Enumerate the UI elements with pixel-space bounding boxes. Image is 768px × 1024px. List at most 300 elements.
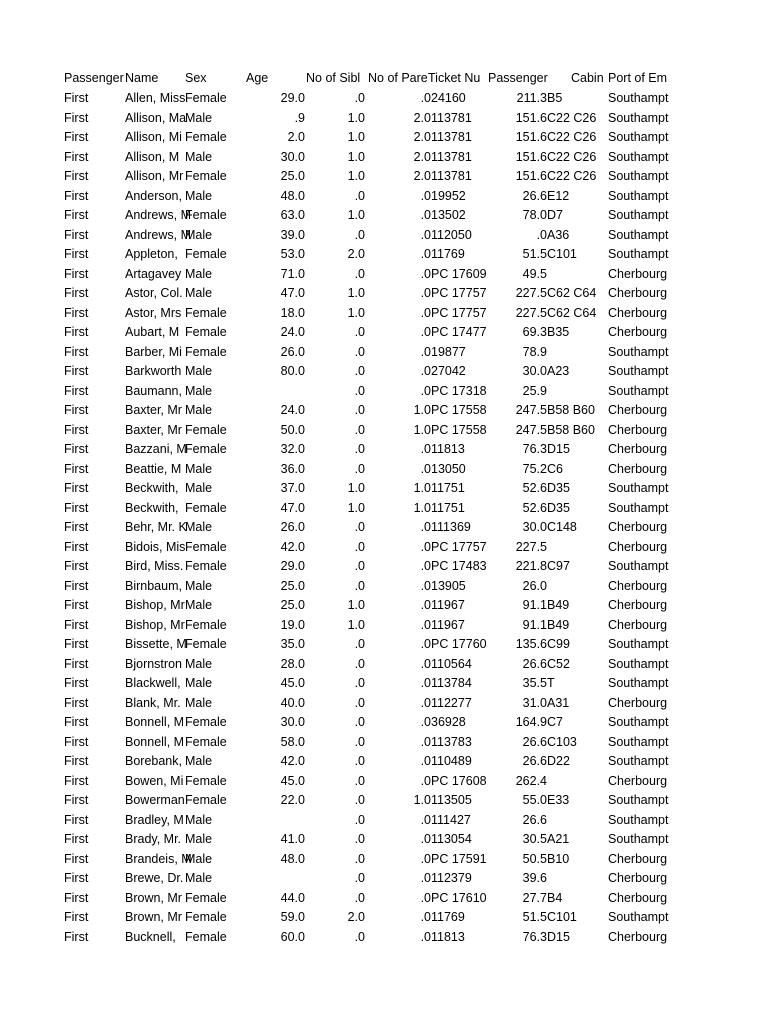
siblings-cell[interactable]: .0 bbox=[354, 461, 365, 476]
siblings-cell[interactable]: 1.0 bbox=[347, 500, 365, 515]
header-cabin[interactable]: Cabin bbox=[571, 71, 604, 85]
ticket-cell[interactable]: PC 17757 bbox=[431, 286, 487, 300]
parents-cell[interactable]: .0 bbox=[420, 559, 431, 573]
port-cell[interactable]: Southampt bbox=[608, 383, 669, 398]
header-sex[interactable]: Sex bbox=[185, 71, 207, 85]
ticket-cell[interactable]: 110564 bbox=[431, 656, 472, 671]
class-cell[interactable]: First bbox=[64, 656, 89, 671]
fare-cell[interactable]: 39.6 bbox=[522, 871, 547, 885]
class-cell[interactable]: First bbox=[64, 871, 89, 885]
cabin-cell[interactable] bbox=[547, 772, 603, 791]
port-cell[interactable]: Southampt bbox=[608, 715, 669, 729]
name-cell[interactable]: Bjornstron bbox=[125, 656, 182, 671]
fare-cell[interactable]: 25.9 bbox=[522, 383, 547, 398]
name-cell[interactable]: Bidois, Mis bbox=[125, 539, 186, 554]
siblings-cell[interactable]: 1.0 bbox=[347, 110, 365, 125]
class-cell[interactable]: First bbox=[64, 734, 89, 749]
header-siblings[interactable]: No of Sibl bbox=[306, 71, 361, 85]
parents-cell[interactable]: .0 bbox=[420, 325, 431, 339]
class-cell[interactable]: First bbox=[64, 305, 89, 320]
name-cell[interactable]: Bucknell, bbox=[125, 929, 176, 944]
age-cell[interactable]: 29.0 bbox=[280, 559, 305, 573]
sex-cell[interactable]: Female bbox=[185, 500, 227, 515]
parents-cell[interactable]: 1.0 bbox=[413, 793, 431, 807]
port-cell[interactable]: Southampt bbox=[608, 344, 669, 359]
port-cell[interactable]: Southampt bbox=[608, 500, 669, 515]
parents-cell[interactable]: .0 bbox=[420, 383, 431, 398]
fare-cell[interactable]: 26.6 bbox=[522, 734, 547, 749]
cabin-cell[interactable]: C22 C26 bbox=[547, 169, 597, 183]
name-cell[interactable]: Appleton, bbox=[125, 247, 178, 261]
name-cell[interactable]: Bazzani, M bbox=[125, 442, 187, 456]
class-cell[interactable]: First bbox=[64, 149, 89, 164]
port-cell[interactable]: Cherbourg bbox=[608, 695, 668, 710]
siblings-cell[interactable]: .0 bbox=[354, 539, 365, 554]
siblings-cell[interactable]: .0 bbox=[354, 325, 365, 339]
ticket-cell[interactable]: PC 17757 bbox=[431, 539, 487, 554]
parents-cell[interactable]: .0 bbox=[420, 734, 431, 749]
ticket-cell[interactable]: 113505 bbox=[431, 793, 472, 807]
parents-cell[interactable]: .0 bbox=[420, 676, 431, 690]
ticket-cell[interactable]: 113781 bbox=[431, 149, 472, 164]
name-cell[interactable]: Allison, Ma bbox=[125, 110, 187, 125]
fare-cell[interactable]: 211.3 bbox=[516, 91, 547, 105]
name-cell[interactable]: Aubart, M bbox=[125, 325, 180, 339]
age-cell[interactable]: 22.0 bbox=[280, 793, 305, 807]
class-cell[interactable]: First bbox=[64, 812, 89, 827]
age-cell[interactable]: 25.0 bbox=[280, 598, 305, 612]
parents-cell[interactable]: .0 bbox=[420, 773, 431, 788]
name-cell[interactable]: Birnbaum, bbox=[125, 578, 182, 593]
siblings-cell[interactable]: 1.0 bbox=[347, 149, 365, 164]
fare-cell[interactable]: 31.0 bbox=[522, 695, 547, 710]
port-cell[interactable]: Southampt bbox=[608, 910, 669, 924]
cabin-cell[interactable]: C62 C64 bbox=[547, 305, 597, 320]
name-cell[interactable]: Bonnell, M bbox=[125, 715, 185, 729]
fare-cell[interactable]: 51.5 bbox=[522, 910, 547, 924]
ticket-cell[interactable]: PC 17608 bbox=[431, 773, 487, 788]
fare-cell[interactable]: 151.6 bbox=[515, 130, 547, 144]
class-cell[interactable]: First bbox=[64, 227, 89, 242]
port-cell[interactable]: Cherbourg bbox=[608, 890, 668, 905]
sex-cell[interactable]: Male bbox=[185, 598, 213, 612]
fare-cell[interactable]: 78.9 bbox=[522, 344, 547, 359]
ticket-cell[interactable]: 11967 bbox=[431, 598, 465, 612]
siblings-cell[interactable]: .0 bbox=[354, 656, 365, 671]
fare-cell[interactable]: .0 bbox=[536, 227, 547, 242]
parents-cell[interactable]: .0 bbox=[420, 598, 431, 612]
class-cell[interactable]: First bbox=[64, 929, 89, 944]
siblings-cell[interactable]: .0 bbox=[354, 890, 365, 905]
port-cell[interactable]: Southampt bbox=[608, 208, 669, 222]
sex-cell[interactable]: Female bbox=[185, 715, 227, 729]
cabin-cell[interactable]: B35 bbox=[547, 325, 570, 339]
sex-cell[interactable]: Male bbox=[185, 403, 213, 417]
siblings-cell[interactable]: .0 bbox=[354, 364, 365, 378]
cabin-cell[interactable]: D22 bbox=[547, 754, 570, 768]
class-cell[interactable]: First bbox=[64, 208, 89, 222]
cabin-cell[interactable]: B10 bbox=[547, 851, 570, 866]
siblings-cell[interactable]: .0 bbox=[354, 773, 365, 788]
sex-cell[interactable]: Male bbox=[185, 812, 213, 827]
age-cell[interactable]: 18.0 bbox=[280, 305, 305, 320]
name-cell[interactable]: Allen, Miss bbox=[125, 91, 186, 105]
ticket-cell[interactable]: PC 17558 bbox=[431, 422, 487, 437]
age-cell[interactable]: 2.0 bbox=[287, 130, 305, 144]
sex-cell[interactable]: Male bbox=[185, 832, 213, 846]
parents-cell[interactable]: 1.0 bbox=[413, 422, 431, 437]
ticket-cell[interactable]: 11813 bbox=[431, 442, 465, 456]
cabin-cell[interactable]: B49 bbox=[547, 617, 570, 632]
siblings-cell[interactable]: .0 bbox=[354, 188, 365, 203]
ticket-cell[interactable]: 13502 bbox=[431, 208, 466, 222]
cabin-cell[interactable]: A31 bbox=[547, 695, 570, 710]
class-cell[interactable]: First bbox=[64, 695, 89, 710]
age-cell[interactable]: 48.0 bbox=[280, 851, 305, 866]
cabin-cell[interactable]: D35 bbox=[547, 481, 570, 495]
fare-cell[interactable]: 27.7 bbox=[522, 890, 547, 905]
name-cell[interactable]: Bowen, Mi bbox=[125, 773, 184, 788]
siblings-cell[interactable]: 1.0 bbox=[347, 598, 365, 612]
name-cell[interactable]: Bishop, Mr bbox=[125, 598, 185, 612]
siblings-cell[interactable]: .0 bbox=[354, 442, 365, 456]
cabin-cell[interactable] bbox=[547, 577, 603, 596]
port-cell[interactable]: Southampt bbox=[608, 91, 669, 105]
ticket-cell[interactable]: 11769 bbox=[431, 247, 465, 261]
port-cell[interactable]: Cherbourg bbox=[608, 578, 668, 593]
parents-cell[interactable]: .0 bbox=[420, 637, 431, 651]
cabin-cell[interactable]: E12 bbox=[547, 188, 570, 203]
class-cell[interactable]: First bbox=[64, 578, 89, 593]
sex-cell[interactable]: Female bbox=[185, 442, 227, 456]
header-class[interactable]: Passenger bbox=[64, 71, 124, 85]
parents-cell[interactable]: .0 bbox=[420, 461, 431, 476]
parents-cell[interactable]: .0 bbox=[420, 695, 431, 710]
age-cell[interactable]: 45.0 bbox=[280, 773, 305, 788]
age-cell[interactable]: 25.0 bbox=[280, 578, 305, 593]
class-cell[interactable]: First bbox=[64, 403, 89, 417]
cabin-cell[interactable] bbox=[547, 869, 603, 888]
fare-cell[interactable]: 76.3 bbox=[522, 442, 547, 456]
age-cell[interactable]: 29.0 bbox=[280, 91, 305, 105]
cabin-cell[interactable]: C6 bbox=[547, 461, 563, 476]
fare-cell[interactable]: 151.6 bbox=[515, 169, 547, 183]
class-cell[interactable]: First bbox=[64, 617, 89, 632]
cabin-cell[interactable]: C148 bbox=[547, 520, 577, 534]
port-cell[interactable]: Southampt bbox=[608, 364, 669, 378]
class-cell[interactable]: First bbox=[64, 754, 89, 768]
parents-cell[interactable]: .0 bbox=[420, 208, 431, 222]
port-cell[interactable]: Southampt bbox=[608, 734, 669, 749]
fare-cell[interactable]: 26.6 bbox=[522, 812, 547, 827]
port-cell[interactable]: Southampt bbox=[608, 149, 669, 164]
ticket-cell[interactable]: 19877 bbox=[431, 344, 466, 359]
cabin-cell[interactable] bbox=[547, 343, 603, 362]
siblings-cell[interactable]: .0 bbox=[354, 422, 365, 437]
port-cell[interactable]: Southampt bbox=[608, 812, 669, 827]
parents-cell[interactable]: 2.0 bbox=[413, 169, 431, 183]
fare-cell[interactable]: 91.1 bbox=[522, 598, 547, 612]
cabin-cell[interactable]: B58 B60 bbox=[547, 403, 595, 417]
age-cell[interactable]: 45.0 bbox=[280, 676, 305, 690]
age-cell[interactable]: 30.0 bbox=[280, 149, 305, 164]
fare-cell[interactable]: 51.5 bbox=[522, 247, 547, 261]
port-cell[interactable]: Southampt bbox=[608, 559, 669, 573]
port-cell[interactable]: Southampt bbox=[608, 481, 669, 495]
parents-cell[interactable]: .0 bbox=[420, 188, 431, 203]
port-cell[interactable]: Cherbourg bbox=[608, 422, 668, 437]
port-cell[interactable]: Southampt bbox=[608, 227, 669, 242]
name-cell[interactable]: Anderson, bbox=[125, 188, 182, 203]
fare-cell[interactable]: 30.5 bbox=[522, 832, 547, 846]
sex-cell[interactable]: Female bbox=[185, 130, 227, 144]
fare-cell[interactable]: 227.5 bbox=[515, 305, 547, 320]
siblings-cell[interactable]: .0 bbox=[354, 520, 365, 534]
sex-cell[interactable]: Male bbox=[185, 110, 213, 125]
sex-cell[interactable]: Male bbox=[185, 871, 213, 885]
sex-cell[interactable]: Female bbox=[185, 208, 227, 222]
sex-cell[interactable]: Female bbox=[185, 91, 227, 105]
sex-cell[interactable]: Female bbox=[185, 929, 227, 944]
siblings-cell[interactable]: .0 bbox=[354, 676, 365, 690]
siblings-cell[interactable]: .0 bbox=[354, 851, 365, 866]
fare-cell[interactable]: 35.5 bbox=[522, 676, 547, 690]
ticket-cell[interactable]: PC 17318 bbox=[431, 383, 487, 398]
class-cell[interactable]: First bbox=[64, 773, 89, 788]
class-cell[interactable]: First bbox=[64, 169, 89, 183]
fare-cell[interactable]: 26.6 bbox=[522, 656, 547, 671]
age-cell[interactable]: 36.0 bbox=[280, 461, 305, 476]
ticket-cell[interactable]: PC 17610 bbox=[431, 890, 487, 905]
name-cell[interactable]: Blank, Mr. bbox=[125, 695, 181, 710]
port-cell[interactable]: Cherbourg bbox=[608, 598, 668, 612]
siblings-cell[interactable]: .0 bbox=[354, 812, 365, 827]
class-cell[interactable]: First bbox=[64, 539, 89, 554]
cabin-cell[interactable]: C22 C26 bbox=[547, 149, 597, 164]
header-fare[interactable]: Passenger bbox=[488, 71, 548, 85]
class-cell[interactable]: First bbox=[64, 247, 89, 261]
header-port[interactable]: Port of Em bbox=[608, 71, 668, 85]
parents-cell[interactable]: .0 bbox=[420, 910, 431, 924]
name-cell[interactable]: Allison, Mi bbox=[125, 130, 182, 144]
cabin-cell[interactable] bbox=[547, 538, 603, 557]
cabin-cell[interactable]: C62 C64 bbox=[547, 286, 597, 300]
age-cell[interactable]: 39.0 bbox=[280, 227, 305, 242]
cabin-cell[interactable] bbox=[547, 811, 603, 830]
age-cell[interactable]: 24.0 bbox=[280, 403, 305, 417]
age-cell[interactable]: 53.0 bbox=[280, 247, 305, 261]
age-cell[interactable]: 63.0 bbox=[280, 208, 305, 222]
port-cell[interactable]: Southampt bbox=[608, 247, 669, 261]
sex-cell[interactable]: Female bbox=[185, 773, 227, 788]
port-cell[interactable]: Southampt bbox=[608, 637, 669, 651]
sex-cell[interactable]: Male bbox=[185, 520, 213, 534]
class-cell[interactable]: First bbox=[64, 130, 89, 144]
ticket-cell[interactable]: 113784 bbox=[431, 676, 472, 690]
name-cell[interactable]: Allison, M bbox=[125, 149, 180, 164]
fare-cell[interactable]: 26.6 bbox=[522, 188, 547, 203]
cabin-cell[interactable]: A23 bbox=[547, 364, 570, 378]
fare-cell[interactable]: 49.5 bbox=[522, 266, 547, 281]
class-cell[interactable]: First bbox=[64, 344, 89, 359]
name-cell[interactable]: Brady, Mr. bbox=[125, 832, 182, 846]
cabin-cell[interactable]: B5 bbox=[547, 91, 563, 105]
parents-cell[interactable]: .0 bbox=[420, 851, 431, 866]
sex-cell[interactable]: Male bbox=[185, 461, 213, 476]
class-cell[interactable]: First bbox=[64, 890, 89, 905]
parents-cell[interactable]: .0 bbox=[420, 656, 431, 671]
siblings-cell[interactable]: .0 bbox=[354, 266, 365, 281]
sex-cell[interactable]: Female bbox=[185, 734, 227, 749]
port-cell[interactable]: Southampt bbox=[608, 676, 669, 690]
age-cell[interactable]: 32.0 bbox=[280, 442, 305, 456]
cabin-cell[interactable]: B49 bbox=[547, 598, 570, 612]
siblings-cell[interactable]: 1.0 bbox=[347, 286, 365, 300]
sex-cell[interactable]: Female bbox=[185, 169, 227, 183]
parents-cell[interactable]: 2.0 bbox=[413, 149, 431, 164]
name-cell[interactable]: Baxter, Mr bbox=[125, 422, 182, 437]
fare-cell[interactable]: 52.6 bbox=[522, 481, 547, 495]
age-cell[interactable]: 42.0 bbox=[280, 539, 305, 554]
age-cell[interactable]: 47.0 bbox=[280, 500, 305, 515]
siblings-cell[interactable]: .0 bbox=[354, 344, 365, 359]
name-cell[interactable]: Brewe, Dr. bbox=[125, 871, 184, 885]
parents-cell[interactable]: .0 bbox=[420, 305, 431, 320]
fare-cell[interactable]: 221.8 bbox=[515, 559, 547, 573]
sex-cell[interactable]: Female bbox=[185, 910, 227, 924]
cabin-cell[interactable]: E33 bbox=[547, 793, 570, 807]
class-cell[interactable]: First bbox=[64, 266, 89, 281]
name-cell[interactable]: Borebank, bbox=[125, 754, 182, 768]
sex-cell[interactable]: Female bbox=[185, 305, 227, 320]
ticket-cell[interactable]: PC 17558 bbox=[431, 403, 487, 417]
parents-cell[interactable]: .0 bbox=[420, 929, 431, 944]
class-cell[interactable]: First bbox=[64, 832, 89, 846]
header-age[interactable]: Age bbox=[246, 71, 269, 85]
cabin-cell[interactable]: C99 bbox=[547, 637, 570, 651]
age-cell[interactable]: 58.0 bbox=[280, 734, 305, 749]
parents-cell[interactable]: .0 bbox=[420, 715, 431, 729]
class-cell[interactable]: First bbox=[64, 325, 89, 339]
siblings-cell[interactable]: .0 bbox=[354, 91, 365, 105]
sex-cell[interactable]: Female bbox=[185, 793, 227, 807]
parents-cell[interactable]: .0 bbox=[420, 890, 431, 905]
class-cell[interactable]: First bbox=[64, 793, 89, 807]
ticket-cell[interactable]: PC 17757 bbox=[431, 305, 487, 320]
siblings-cell[interactable]: 1.0 bbox=[347, 305, 365, 320]
name-cell[interactable]: Barkworth bbox=[125, 364, 182, 378]
age-cell[interactable]: 80.0 bbox=[280, 364, 305, 378]
sex-cell[interactable]: Male bbox=[185, 676, 213, 690]
name-cell[interactable]: Brown, Mr bbox=[125, 890, 182, 905]
class-cell[interactable]: First bbox=[64, 851, 89, 866]
fare-cell[interactable]: 52.6 bbox=[522, 500, 547, 515]
port-cell[interactable]: Cherbourg bbox=[608, 851, 668, 866]
age-cell[interactable]: 48.0 bbox=[280, 188, 305, 203]
port-cell[interactable]: Cherbourg bbox=[608, 871, 668, 885]
fare-cell[interactable]: 26.0 bbox=[522, 578, 547, 593]
parents-cell[interactable]: .0 bbox=[420, 754, 431, 768]
sex-cell[interactable]: Female bbox=[185, 247, 227, 261]
port-cell[interactable]: Cherbourg bbox=[608, 442, 668, 456]
parents-cell[interactable]: 1.0 bbox=[413, 481, 431, 495]
ticket-cell[interactable]: 11967 bbox=[431, 617, 465, 632]
sex-cell[interactable]: Female bbox=[185, 539, 227, 554]
sex-cell[interactable]: Female bbox=[185, 325, 227, 339]
fare-cell[interactable]: 30.0 bbox=[522, 520, 547, 534]
port-cell[interactable]: Southampt bbox=[608, 793, 669, 807]
class-cell[interactable]: First bbox=[64, 637, 89, 651]
name-cell[interactable]: Astor, Mrs bbox=[125, 305, 182, 320]
port-cell[interactable]: Southampt bbox=[608, 169, 669, 183]
siblings-cell[interactable]: .0 bbox=[354, 832, 365, 846]
cabin-cell[interactable]: D35 bbox=[547, 500, 570, 515]
port-cell[interactable]: Cherbourg bbox=[608, 929, 668, 944]
age-cell[interactable]: 19.0 bbox=[280, 617, 305, 632]
ticket-cell[interactable]: 112050 bbox=[431, 227, 472, 242]
cabin-cell[interactable]: C101 bbox=[547, 910, 577, 924]
name-cell[interactable]: Bishop, Mr bbox=[125, 617, 185, 632]
siblings-cell[interactable]: 1.0 bbox=[347, 481, 365, 495]
class-cell[interactable]: First bbox=[64, 715, 89, 729]
port-cell[interactable]: Southampt bbox=[608, 832, 669, 846]
ticket-cell[interactable]: 113781 bbox=[431, 169, 472, 183]
ticket-cell[interactable]: 27042 bbox=[431, 364, 466, 378]
siblings-cell[interactable]: .0 bbox=[354, 227, 365, 242]
sex-cell[interactable]: Male bbox=[185, 364, 213, 378]
siblings-cell[interactable]: .0 bbox=[354, 403, 365, 417]
age-cell[interactable]: 24.0 bbox=[280, 325, 305, 339]
ticket-cell[interactable]: PC 17477 bbox=[431, 325, 487, 339]
age-cell[interactable]: 42.0 bbox=[280, 754, 305, 768]
fare-cell[interactable]: 78.0 bbox=[522, 208, 547, 222]
port-cell[interactable]: Southampt bbox=[608, 110, 669, 125]
ticket-cell[interactable]: 11813 bbox=[431, 929, 465, 944]
cabin-cell[interactable]: C22 C26 bbox=[547, 130, 597, 144]
cabin-cell[interactable]: D15 bbox=[547, 929, 570, 944]
siblings-cell[interactable]: .0 bbox=[354, 754, 365, 768]
fare-cell[interactable]: 91.1 bbox=[522, 617, 547, 632]
age-cell[interactable]: 47.0 bbox=[280, 286, 305, 300]
name-cell[interactable]: Beckwith, bbox=[125, 481, 179, 495]
class-cell[interactable]: First bbox=[64, 559, 89, 573]
ticket-cell[interactable]: 112379 bbox=[431, 871, 472, 885]
name-cell[interactable]: Blackwell, bbox=[125, 676, 181, 690]
sex-cell[interactable]: Male bbox=[185, 266, 213, 281]
port-cell[interactable]: Cherbourg bbox=[608, 773, 668, 788]
ticket-cell[interactable]: 113781 bbox=[431, 110, 472, 125]
sex-cell[interactable]: Male bbox=[185, 851, 213, 866]
parents-cell[interactable]: .0 bbox=[420, 442, 431, 456]
name-cell[interactable]: Bonnell, M bbox=[125, 734, 185, 749]
parents-cell[interactable]: .0 bbox=[420, 617, 431, 632]
ticket-cell[interactable]: 11769 bbox=[431, 910, 465, 924]
name-cell[interactable]: Baumann, bbox=[125, 383, 182, 398]
fare-cell[interactable]: 247.5 bbox=[515, 403, 547, 417]
age-cell[interactable]: 30.0 bbox=[280, 715, 305, 729]
class-cell[interactable]: First bbox=[64, 500, 89, 515]
fare-cell[interactable]: 262.4 bbox=[515, 773, 547, 788]
class-cell[interactable]: First bbox=[64, 676, 89, 690]
port-cell[interactable]: Cherbourg bbox=[608, 325, 668, 339]
siblings-cell[interactable]: .0 bbox=[354, 695, 365, 710]
header-ticket[interactable]: Ticket Nu bbox=[428, 71, 481, 85]
age-cell[interactable]: 37.0 bbox=[280, 481, 305, 495]
cabin-cell[interactable]: C97 bbox=[547, 559, 570, 573]
class-cell[interactable]: First bbox=[64, 91, 89, 105]
age-cell[interactable]: 50.0 bbox=[280, 422, 305, 437]
sex-cell[interactable]: Female bbox=[185, 617, 227, 632]
